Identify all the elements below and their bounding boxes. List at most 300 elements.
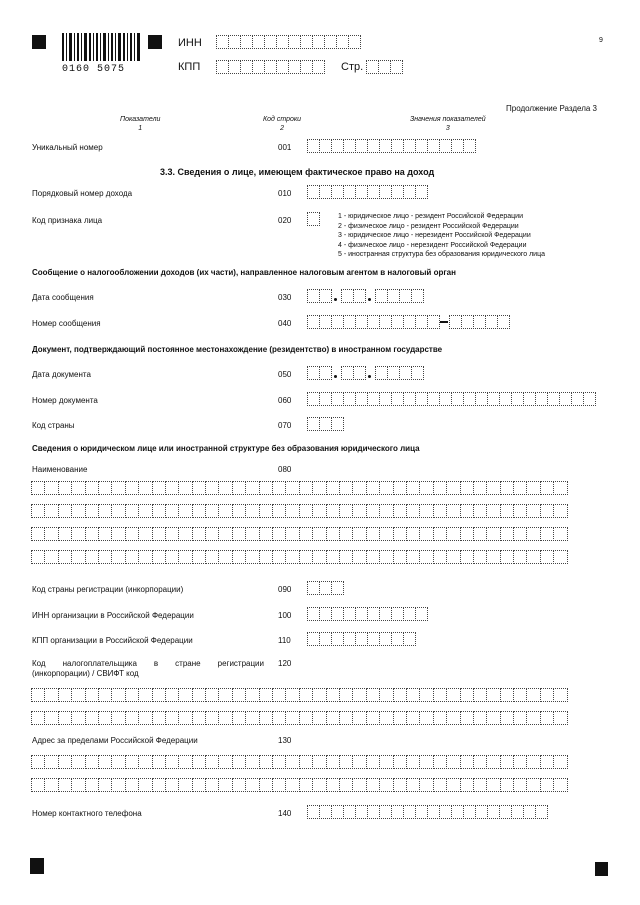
char-cell[interactable] [85, 504, 99, 518]
char-cell[interactable] [526, 688, 540, 702]
char-cell[interactable] [71, 778, 85, 792]
char-cell[interactable] [540, 550, 554, 564]
char-cell[interactable] [433, 481, 447, 495]
char-cell[interactable] [245, 755, 259, 769]
char-cell[interactable] [111, 755, 125, 769]
char-cell[interactable] [513, 755, 527, 769]
char-cell[interactable] [58, 481, 72, 495]
char-cell[interactable] [272, 527, 286, 541]
char-cell[interactable] [526, 504, 540, 518]
char-cell[interactable] [138, 504, 152, 518]
char-cell[interactable] [71, 504, 85, 518]
char-cell[interactable] [138, 755, 152, 769]
char-cell[interactable] [500, 527, 514, 541]
char-cell[interactable] [192, 755, 206, 769]
char-cell[interactable] [540, 755, 554, 769]
char-cell[interactable] [205, 688, 219, 702]
char-cell[interactable] [98, 504, 112, 518]
char-cell[interactable] [433, 778, 447, 792]
char-cell[interactable] [138, 550, 152, 564]
char-cell[interactable] [500, 755, 514, 769]
address-field-row[interactable] [31, 755, 567, 769]
char-cell[interactable] [526, 550, 540, 564]
char-cell[interactable] [205, 481, 219, 495]
char-cell[interactable] [513, 778, 527, 792]
income-number-field[interactable] [307, 185, 427, 199]
char-cell[interactable] [486, 481, 500, 495]
char-cell[interactable] [312, 550, 326, 564]
char-cell[interactable] [526, 481, 540, 495]
char-cell[interactable] [419, 778, 433, 792]
char-cell[interactable] [31, 504, 45, 518]
char-cell[interactable] [192, 778, 206, 792]
char-cell[interactable] [433, 504, 447, 518]
char-cell[interactable] [352, 755, 366, 769]
char-cell[interactable] [513, 527, 527, 541]
char-cell[interactable] [513, 711, 527, 725]
char-cell[interactable] [500, 550, 514, 564]
char-cell[interactable] [138, 711, 152, 725]
char-cell[interactable] [553, 527, 567, 541]
char-cell[interactable] [232, 688, 246, 702]
char-cell[interactable] [232, 481, 246, 495]
page-number-field[interactable] [366, 60, 402, 74]
char-cell[interactable] [218, 550, 232, 564]
char-cell[interactable] [245, 688, 259, 702]
char-cell[interactable] [178, 688, 192, 702]
char-cell[interactable] [379, 778, 393, 792]
char-cell[interactable] [165, 688, 179, 702]
char-cell[interactable] [299, 527, 313, 541]
char-cell[interactable] [232, 527, 246, 541]
char-cell[interactable] [111, 481, 125, 495]
char-cell[interactable] [352, 711, 366, 725]
char-cell[interactable] [393, 688, 407, 702]
char-cell[interactable] [138, 527, 152, 541]
char-cell[interactable] [366, 688, 380, 702]
char-cell[interactable] [259, 755, 273, 769]
char-cell[interactable] [312, 778, 326, 792]
char-cell[interactable] [540, 504, 554, 518]
char-cell[interactable] [71, 711, 85, 725]
char-cell[interactable] [406, 481, 420, 495]
taxpayer-code-field-row[interactable] [31, 688, 567, 702]
char-cell[interactable] [245, 527, 259, 541]
char-cell[interactable] [85, 711, 99, 725]
taxpayer-code-field-row[interactable] [31, 711, 567, 725]
char-cell[interactable] [379, 481, 393, 495]
char-cell[interactable] [44, 711, 58, 725]
char-cell[interactable] [553, 504, 567, 518]
char-cell[interactable] [31, 550, 45, 564]
char-cell[interactable] [312, 481, 326, 495]
char-cell[interactable] [299, 711, 313, 725]
char-cell[interactable] [165, 711, 179, 725]
char-cell[interactable] [285, 550, 299, 564]
char-cell[interactable] [218, 688, 232, 702]
char-cell[interactable] [419, 481, 433, 495]
char-cell[interactable] [419, 711, 433, 725]
char-cell[interactable] [540, 481, 554, 495]
char-cell[interactable] [312, 504, 326, 518]
char-cell[interactable] [165, 755, 179, 769]
char-cell[interactable] [85, 481, 99, 495]
char-cell[interactable] [299, 688, 313, 702]
unique-number-field[interactable] [307, 139, 475, 153]
char-cell[interactable] [259, 481, 273, 495]
char-cell[interactable] [192, 550, 206, 564]
char-cell[interactable] [71, 550, 85, 564]
char-cell[interactable] [245, 504, 259, 518]
char-cell[interactable] [259, 688, 273, 702]
char-cell[interactable] [352, 688, 366, 702]
char-cell[interactable] [71, 481, 85, 495]
char-cell[interactable] [98, 688, 112, 702]
char-cell[interactable] [205, 755, 219, 769]
char-cell[interactable] [339, 688, 353, 702]
char-cell[interactable] [85, 778, 99, 792]
char-cell[interactable] [393, 778, 407, 792]
char-cell[interactable] [473, 778, 487, 792]
char-cell[interactable] [419, 527, 433, 541]
char-cell[interactable] [486, 688, 500, 702]
char-cell[interactable] [272, 481, 286, 495]
phone-field[interactable] [307, 805, 547, 819]
char-cell[interactable] [285, 527, 299, 541]
char-cell[interactable] [178, 778, 192, 792]
char-cell[interactable] [272, 755, 286, 769]
char-cell[interactable] [406, 688, 420, 702]
char-cell[interactable] [352, 527, 366, 541]
char-cell[interactable] [138, 778, 152, 792]
document-date-field[interactable] [307, 366, 423, 380]
char-cell[interactable] [111, 504, 125, 518]
char-cell[interactable] [125, 778, 139, 792]
char-cell[interactable] [152, 711, 166, 725]
char-cell[interactable] [553, 711, 567, 725]
char-cell[interactable] [58, 755, 72, 769]
char-cell[interactable] [326, 550, 340, 564]
char-cell[interactable] [31, 711, 45, 725]
char-cell[interactable] [326, 778, 340, 792]
char-cell[interactable] [526, 527, 540, 541]
char-cell[interactable] [513, 688, 527, 702]
char-cell[interactable] [31, 481, 45, 495]
char-cell[interactable] [272, 550, 286, 564]
char-cell[interactable] [299, 550, 313, 564]
char-cell[interactable] [379, 688, 393, 702]
char-cell[interactable] [473, 755, 487, 769]
char-cell[interactable] [486, 711, 500, 725]
char-cell[interactable] [326, 755, 340, 769]
char-cell[interactable] [192, 688, 206, 702]
char-cell[interactable] [446, 550, 460, 564]
char-cell[interactable] [366, 550, 380, 564]
char-cell[interactable] [245, 778, 259, 792]
char-cell[interactable] [259, 711, 273, 725]
char-cell[interactable] [111, 711, 125, 725]
char-cell[interactable] [339, 778, 353, 792]
message-date-field[interactable] [307, 289, 423, 303]
char-cell[interactable] [540, 688, 554, 702]
char-cell[interactable] [419, 550, 433, 564]
char-cell[interactable] [486, 550, 500, 564]
char-cell[interactable] [419, 755, 433, 769]
char-cell[interactable] [339, 481, 353, 495]
char-cell[interactable] [433, 527, 447, 541]
char-cell[interactable] [326, 711, 340, 725]
char-cell[interactable] [31, 688, 45, 702]
char-cell[interactable] [44, 688, 58, 702]
char-cell[interactable] [85, 527, 99, 541]
char-cell[interactable] [44, 481, 58, 495]
char-cell[interactable] [393, 550, 407, 564]
char-cell[interactable] [473, 504, 487, 518]
char-cell[interactable] [125, 504, 139, 518]
char-cell[interactable] [433, 711, 447, 725]
char-cell[interactable] [553, 778, 567, 792]
char-cell[interactable] [379, 527, 393, 541]
message-number-field[interactable] [307, 315, 509, 329]
char-cell[interactable] [152, 504, 166, 518]
char-cell[interactable] [85, 688, 99, 702]
char-cell[interactable] [446, 688, 460, 702]
char-cell[interactable] [299, 755, 313, 769]
char-cell[interactable] [393, 755, 407, 769]
char-cell[interactable] [339, 504, 353, 518]
char-cell[interactable] [165, 481, 179, 495]
char-cell[interactable] [245, 550, 259, 564]
char-cell[interactable] [446, 755, 460, 769]
char-cell[interactable] [232, 504, 246, 518]
char-cell[interactable] [299, 778, 313, 792]
name-field-row[interactable] [31, 550, 567, 564]
char-cell[interactable] [44, 778, 58, 792]
char-cell[interactable] [352, 778, 366, 792]
char-cell[interactable] [152, 778, 166, 792]
char-cell[interactable] [339, 550, 353, 564]
char-cell[interactable] [178, 755, 192, 769]
char-cell[interactable] [379, 755, 393, 769]
kpp-org-field[interactable] [307, 632, 415, 646]
char-cell[interactable] [326, 688, 340, 702]
char-cell[interactable] [218, 504, 232, 518]
char-cell[interactable] [285, 688, 299, 702]
char-cell[interactable] [486, 504, 500, 518]
char-cell[interactable] [393, 504, 407, 518]
char-cell[interactable] [540, 711, 554, 725]
char-cell[interactable] [111, 688, 125, 702]
char-cell[interactable] [526, 778, 540, 792]
char-cell[interactable] [152, 755, 166, 769]
char-cell[interactable] [433, 755, 447, 769]
char-cell[interactable] [513, 504, 527, 518]
char-cell[interactable] [460, 688, 474, 702]
char-cell[interactable] [473, 688, 487, 702]
char-cell[interactable] [285, 755, 299, 769]
char-cell[interactable] [339, 711, 353, 725]
char-cell[interactable] [85, 755, 99, 769]
char-cell[interactable] [125, 481, 139, 495]
char-cell[interactable] [500, 711, 514, 725]
person-code-field[interactable] [307, 212, 319, 226]
char-cell[interactable] [446, 504, 460, 518]
char-cell[interactable] [259, 527, 273, 541]
char-cell[interactable] [312, 711, 326, 725]
char-cell[interactable] [178, 711, 192, 725]
char-cell[interactable] [125, 711, 139, 725]
char-cell[interactable] [71, 527, 85, 541]
char-cell[interactable] [460, 755, 474, 769]
char-cell[interactable] [379, 550, 393, 564]
char-cell[interactable] [285, 778, 299, 792]
char-cell[interactable] [44, 504, 58, 518]
char-cell[interactable] [272, 504, 286, 518]
char-cell[interactable] [406, 550, 420, 564]
char-cell[interactable] [433, 688, 447, 702]
char-cell[interactable] [125, 550, 139, 564]
char-cell[interactable] [218, 755, 232, 769]
char-cell[interactable] [553, 550, 567, 564]
char-cell[interactable] [152, 550, 166, 564]
char-cell[interactable] [152, 527, 166, 541]
char-cell[interactable] [460, 504, 474, 518]
name-field-row[interactable] [31, 481, 567, 495]
char-cell[interactable] [366, 481, 380, 495]
char-cell[interactable] [540, 527, 554, 541]
char-cell[interactable] [98, 481, 112, 495]
char-cell[interactable] [232, 550, 246, 564]
char-cell[interactable] [192, 527, 206, 541]
char-cell[interactable] [218, 527, 232, 541]
header-kpp-field[interactable] [216, 60, 324, 74]
country-code-field[interactable] [307, 417, 343, 431]
reg-country-field[interactable] [307, 581, 343, 595]
char-cell[interactable] [379, 504, 393, 518]
char-cell[interactable] [500, 481, 514, 495]
char-cell[interactable] [218, 778, 232, 792]
char-cell[interactable] [178, 527, 192, 541]
char-cell[interactable] [486, 778, 500, 792]
char-cell[interactable] [232, 778, 246, 792]
char-cell[interactable] [352, 504, 366, 518]
char-cell[interactable] [446, 778, 460, 792]
char-cell[interactable] [366, 755, 380, 769]
char-cell[interactable] [326, 504, 340, 518]
char-cell[interactable] [339, 527, 353, 541]
char-cell[interactable] [58, 778, 72, 792]
char-cell[interactable] [218, 481, 232, 495]
char-cell[interactable] [205, 527, 219, 541]
char-cell[interactable] [58, 550, 72, 564]
char-cell[interactable] [352, 481, 366, 495]
char-cell[interactable] [312, 527, 326, 541]
char-cell[interactable] [406, 527, 420, 541]
char-cell[interactable] [460, 778, 474, 792]
char-cell[interactable] [272, 711, 286, 725]
char-cell[interactable] [111, 527, 125, 541]
char-cell[interactable] [326, 481, 340, 495]
char-cell[interactable] [312, 755, 326, 769]
char-cell[interactable] [540, 778, 554, 792]
char-cell[interactable] [406, 504, 420, 518]
char-cell[interactable] [379, 711, 393, 725]
char-cell[interactable] [98, 778, 112, 792]
char-cell[interactable] [152, 481, 166, 495]
char-cell[interactable] [500, 504, 514, 518]
header-inn-field[interactable] [216, 35, 360, 49]
char-cell[interactable] [192, 504, 206, 518]
char-cell[interactable] [473, 711, 487, 725]
char-cell[interactable] [553, 481, 567, 495]
char-cell[interactable] [58, 688, 72, 702]
char-cell[interactable] [486, 527, 500, 541]
char-cell[interactable] [272, 778, 286, 792]
char-cell[interactable] [58, 504, 72, 518]
char-cell[interactable] [165, 550, 179, 564]
char-cell[interactable] [259, 550, 273, 564]
char-cell[interactable] [393, 481, 407, 495]
char-cell[interactable] [58, 527, 72, 541]
char-cell[interactable] [473, 527, 487, 541]
char-cell[interactable] [98, 550, 112, 564]
char-cell[interactable] [98, 527, 112, 541]
char-cell[interactable] [245, 711, 259, 725]
char-cell[interactable] [553, 688, 567, 702]
char-cell[interactable] [165, 778, 179, 792]
char-cell[interactable] [419, 504, 433, 518]
char-cell[interactable] [446, 711, 460, 725]
char-cell[interactable] [111, 778, 125, 792]
char-cell[interactable] [486, 755, 500, 769]
char-cell[interactable] [339, 755, 353, 769]
char-cell[interactable] [178, 481, 192, 495]
char-cell[interactable] [460, 550, 474, 564]
char-cell[interactable] [98, 711, 112, 725]
char-cell[interactable] [205, 504, 219, 518]
char-cell[interactable] [460, 481, 474, 495]
char-cell[interactable] [366, 711, 380, 725]
char-cell[interactable] [232, 755, 246, 769]
char-cell[interactable] [31, 755, 45, 769]
char-cell[interactable] [125, 755, 139, 769]
char-cell[interactable] [446, 481, 460, 495]
char-cell[interactable] [285, 481, 299, 495]
char-cell[interactable] [299, 504, 313, 518]
char-cell[interactable] [232, 711, 246, 725]
char-cell[interactable] [125, 527, 139, 541]
char-cell[interactable] [138, 481, 152, 495]
char-cell[interactable] [419, 688, 433, 702]
char-cell[interactable] [513, 481, 527, 495]
char-cell[interactable] [44, 755, 58, 769]
char-cell[interactable] [460, 711, 474, 725]
name-field-row[interactable] [31, 527, 567, 541]
char-cell[interactable] [285, 711, 299, 725]
address-field-row[interactable] [31, 778, 567, 792]
char-cell[interactable] [526, 711, 540, 725]
char-cell[interactable] [192, 481, 206, 495]
char-cell[interactable] [31, 527, 45, 541]
char-cell[interactable] [526, 755, 540, 769]
char-cell[interactable] [85, 550, 99, 564]
char-cell[interactable] [500, 778, 514, 792]
char-cell[interactable] [98, 755, 112, 769]
char-cell[interactable] [31, 778, 45, 792]
char-cell[interactable] [393, 527, 407, 541]
char-cell[interactable] [152, 688, 166, 702]
char-cell[interactable] [366, 778, 380, 792]
